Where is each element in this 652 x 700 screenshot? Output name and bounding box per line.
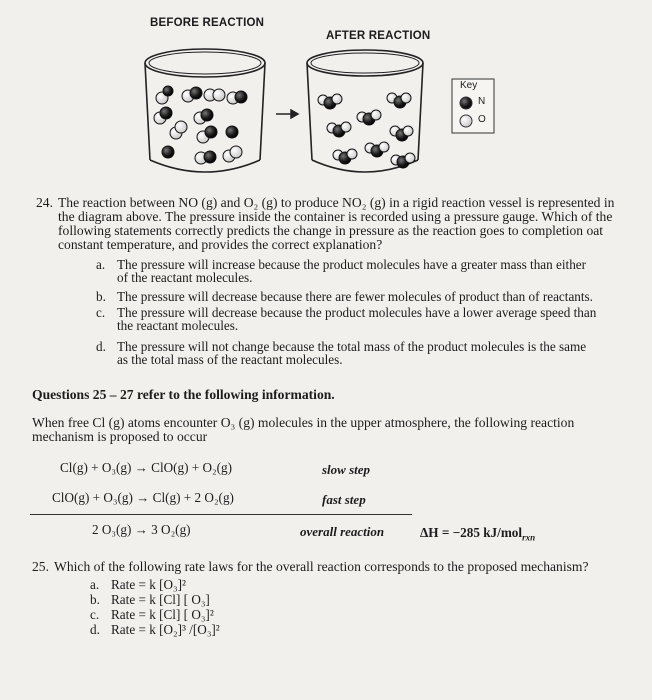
option-text: Rate = k [O₂]³ /[O₃]² xyxy=(111,622,220,637)
option-letter: b. xyxy=(90,592,100,607)
question-24-option-b[interactable] xyxy=(96,290,636,304)
option-letter: c. xyxy=(90,607,100,622)
question-25-option-a[interactable] xyxy=(90,578,390,592)
option-letter: d. xyxy=(90,622,100,637)
after-molecules xyxy=(318,93,415,168)
question-24-stem-line-3: following statements correctly predicts the change in pressure as the reaction goes to completion oat xyxy=(58,223,604,238)
mechanism-step-1-equation: Cl(g) + O₃(g) → ClO(g) + O₂(g) xyxy=(60,460,233,475)
option-letter: b. xyxy=(96,289,106,304)
question-24-option-c[interactable] xyxy=(96,306,636,334)
option-text-cont: as the total mass of the reactant molecules. xyxy=(117,352,343,367)
question-24-stem-line-4: constant temperature, and provides the correct explanation? xyxy=(58,237,383,252)
question-24-number: 24. xyxy=(36,195,53,210)
question-25-option-b[interactable] xyxy=(90,593,390,607)
mechanism-step-2-note: fast step xyxy=(322,492,366,507)
info-intro-line-1: When free Cl (g) atoms encounter O₃ (g) molecules in the upper atmosphere, the following reaction xyxy=(32,415,575,430)
option-letter: c. xyxy=(96,305,106,320)
option-text: The pressure will increase because the product molecules have a greater mass than either xyxy=(117,257,587,272)
after-container xyxy=(307,50,423,172)
question-24-stem-line-1: The reaction between NO (g) and O₂ (g) to produce NO₂ (g) in a rigid reaction vessel is represented in xyxy=(58,195,615,210)
enthalpy-subscript: rxn xyxy=(522,532,536,543)
info-heading: Questions 25 – 27 refer to the following information. xyxy=(32,387,335,402)
question-24-stem-line-2: the diagram above. The pressure inside the container is recorded using a pressure gauge. Which of the xyxy=(58,209,613,224)
option-letter: d. xyxy=(96,339,106,354)
mechanism-step-2-equation: ClO(g) + O₃(g) → Cl(g) + 2 O₂(g) xyxy=(52,490,234,505)
mechanism-step-1-note: slow step xyxy=(322,462,371,477)
option-text: The pressure will not change because the total mass of the product molecules is the same xyxy=(117,339,587,354)
key-n-label: N xyxy=(478,96,486,107)
option-letter: a. xyxy=(96,257,106,272)
option-text: The pressure will decrease because the product molecules have a lower average speed than xyxy=(117,305,597,320)
key-o-label: O xyxy=(478,114,486,125)
info-intro-line-2: mechanism is proposed to occur xyxy=(32,429,208,444)
question-24-option-a[interactable] xyxy=(96,258,636,286)
overall-reaction-equation: 2 O₃(g) → 3 O₂(g) xyxy=(92,522,191,537)
option-text: Rate = k [Cl] [ O₃] xyxy=(111,592,210,607)
question-25-option-c[interactable] xyxy=(90,608,390,622)
option-text: Rate = k [Cl] [ O₃]² xyxy=(111,607,214,622)
mechanism-sum-line xyxy=(30,514,412,515)
question-25-option-d[interactable] xyxy=(90,623,390,637)
enthalpy-value xyxy=(420,525,535,543)
before-molecules xyxy=(154,86,247,164)
option-text-cont: of the reactant molecules. xyxy=(117,270,253,285)
option-letter: a. xyxy=(90,577,100,592)
reaction-containers-drawing xyxy=(0,0,652,200)
after-reaction-label: AFTER REACTION xyxy=(326,30,431,42)
option-text: The pressure will decrease because there are fewer molecules of product than of reactants. xyxy=(117,289,593,304)
overall-reaction-note: overall reaction xyxy=(300,524,385,539)
option-text: Rate = k [O₃]² xyxy=(111,577,186,592)
question-25-number: 25. xyxy=(32,559,49,574)
key-title: Key xyxy=(460,80,478,91)
question-25-stem: Which of the following rate laws for the overall reaction corresponds to the proposed mechanism? xyxy=(54,559,589,574)
enthalpy-text: ΔH = −285 kJ/mol xyxy=(420,525,523,540)
before-reaction-label: BEFORE REACTION xyxy=(150,17,265,29)
option-text-cont: the reactant molecules. xyxy=(117,318,239,333)
question-24-option-d[interactable] xyxy=(96,340,636,368)
reaction-arrow xyxy=(276,110,298,118)
